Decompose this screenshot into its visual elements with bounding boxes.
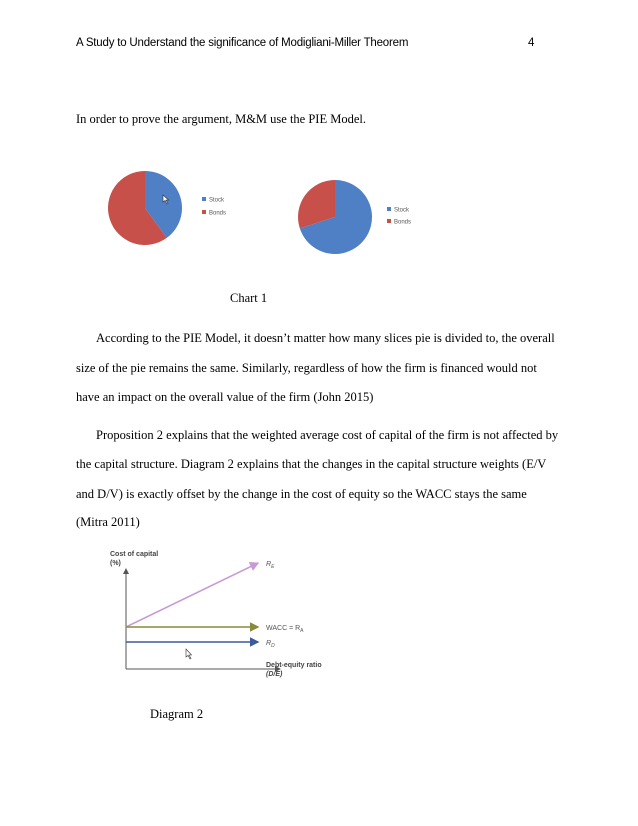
paragraph-line: Proposition 2 explains that the weighted average cost of capital of the firm is not affected by [96,428,559,442]
intro-line: In order to prove the argument, M&M use the PIE Model. [76,112,366,126]
legend-swatch-bonds [202,210,206,214]
wacc-label: WACC = $R_A$ [266,625,304,634]
re-line [126,563,258,627]
pie-chart-2 [298,180,372,254]
page-number: 4 [528,37,535,49]
paragraph-line: According to the PIE Model, it doesn’t matter how many slices pie is divided to, the overall [96,331,555,345]
legend-label-bonds: Bonds [209,210,227,217]
y-axis-label: Cost of capital [110,551,159,558]
paragraph-line: and D/V) is exactly offset by the change in the cost of equity so the WACC stays the same [76,487,527,501]
pie-chart-1 [108,171,182,245]
running-head: A Study to Understand the significance of Modigliani-Miller Theorem [76,37,409,49]
rd-label: $R_D$ [266,640,275,649]
legend-swatch-stock [202,197,206,201]
x-axis-unit: (D/E) [266,671,283,678]
chart-caption: Chart 1 [230,291,268,305]
re-label: $R_E$ [266,561,275,570]
legend-swatch-stock [387,207,391,211]
cursor-icon [186,649,192,659]
pie-charts [95,162,465,262]
legend-label-bonds: Bonds [394,219,412,226]
paragraph-line: the capital structure. Diagram 2 explains that the changes in the capital structure weights (E/V [76,457,547,471]
paragraph-line: size of the pie remains the same. Similarly, regardless of how the firm is financed would not [76,361,537,375]
legend-label-stock: Stock [394,207,410,214]
diagram-caption: Diagram 2 [150,707,204,721]
mm-proposition-diagram [108,545,338,685]
pie-1-legend [202,197,226,217]
paragraph-line: have an impact on the overall value of the firm (John 2015) [76,390,374,404]
pie-2-legend [387,207,411,226]
legend-label-stock: Stock [209,197,225,204]
y-axis-unit: (%) [110,560,121,567]
paragraph-line: (Mitra 2011) [76,515,140,529]
legend-swatch-bonds [387,219,391,223]
x-axis-label: Debt-equity ratio [266,662,322,669]
